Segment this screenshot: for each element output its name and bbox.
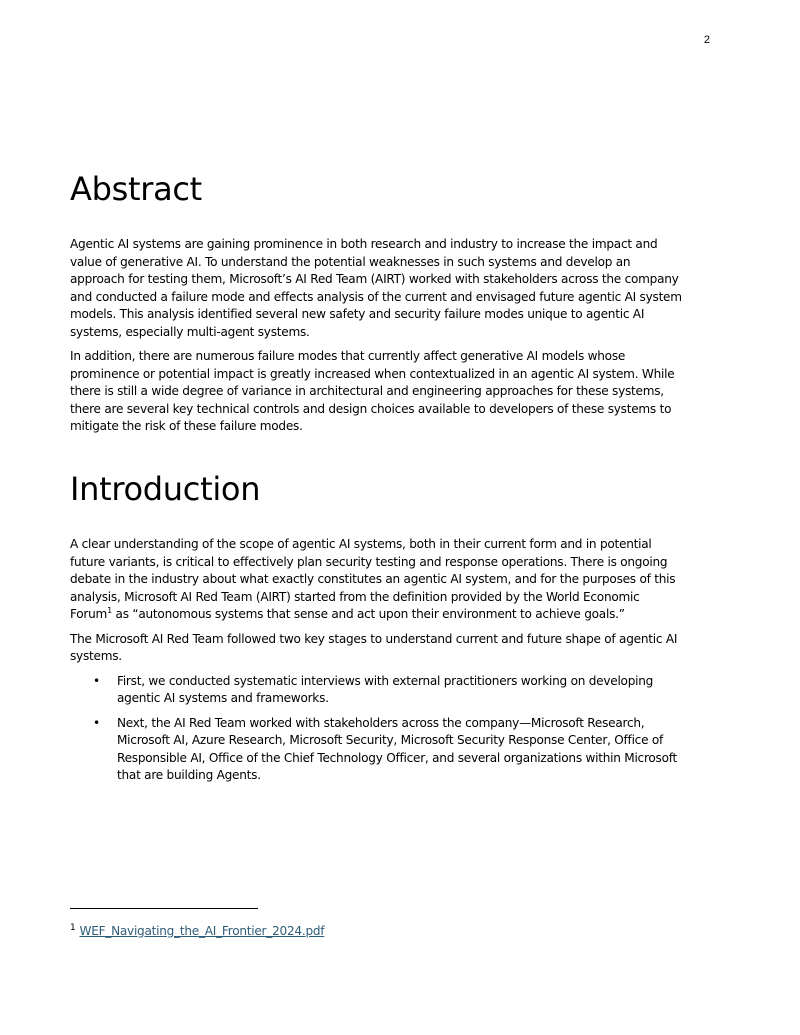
- footnote: [70, 924, 324, 938]
- bullet-icon: •: [93, 673, 100, 688]
- footnote-reference[interactable]: 1: [107, 605, 112, 615]
- footnote-number: 1: [70, 922, 76, 933]
- abstract-paragraph-1: Agentic AI systems are gaining prominence in both research and industry to increase the impact and value of generative AI. To understand the potential weaknesses in such systems and develop an approach for testing them, Microsoft’s AI Red Team (AIRT) worked with stakeholders across the company and conducted a failure mode and effects analysis of the current and envisaged future agentic AI system models. This analysis identified several new safety and security failure modes unique to agentic AI systems, especially multi-agent systems.: [70, 237, 682, 339]
- page-number: 2: [703, 34, 710, 46]
- intro-text-after-footnote: as “autonomous systems that sense and act upon their environment to achieve goals.”: [111, 607, 625, 621]
- stages-list: [70, 673, 682, 785]
- intro-text-before-footnote: A clear understanding of the scope of agentic AI systems, both in their current form and in potential future variants, is critical to effectively plan security testing and response operations. There is ongoing debate in the industry about what exactly constitutes an agentic AI system, and for the purposes of this analysis, Microsoft AI Red Team (AIRT) started from the definition provided by the World Economic Forum: [70, 537, 676, 621]
- abstract-paragraph-2: In addition, there are numerous failure modes that currently affect generative AI models whose prominence or potential impact is greatly increased when contextualized in an agentic AI system. While there is still a wide degree of variance in architectural and engineering approaches for these systems, there are several key technical controls and design choices available to developers of these systems to mitigate the risk of these failure modes.: [70, 349, 675, 433]
- list-item-text: Next, the AI Red Team worked with stakeholders across the company—Microsoft Research, Microsoft AI, Azure Research, Microsoft Security, Microsoft Security Response Center, Office of Responsible AI, Office of the Chief Technology Officer, and several organizations within Microsoft that are building Agents.: [117, 715, 678, 782]
- footnote-divider: [70, 908, 258, 909]
- list-item-text: First, we conducted systematic interviews with external practitioners working on developing agentic AI systems and frameworks.: [117, 673, 654, 705]
- introduction-body: [70, 536, 682, 792]
- list-item: [70, 715, 682, 785]
- list-item: [70, 673, 682, 708]
- footnote-link[interactable]: WEF_Navigating_the_AI_Frontier_2024.pdf: [79, 924, 325, 938]
- bullet-icon: •: [93, 715, 100, 730]
- introduction-paragraph-1: [70, 536, 682, 624]
- introduction-paragraph-2: The Microsoft AI Red Team followed two key stages to understand current and future shape of agentic AI systems.: [70, 631, 678, 663]
- abstract-body: [70, 236, 682, 443]
- introduction-heading: Introduction: [70, 470, 261, 508]
- abstract-heading: Abstract: [70, 170, 202, 208]
